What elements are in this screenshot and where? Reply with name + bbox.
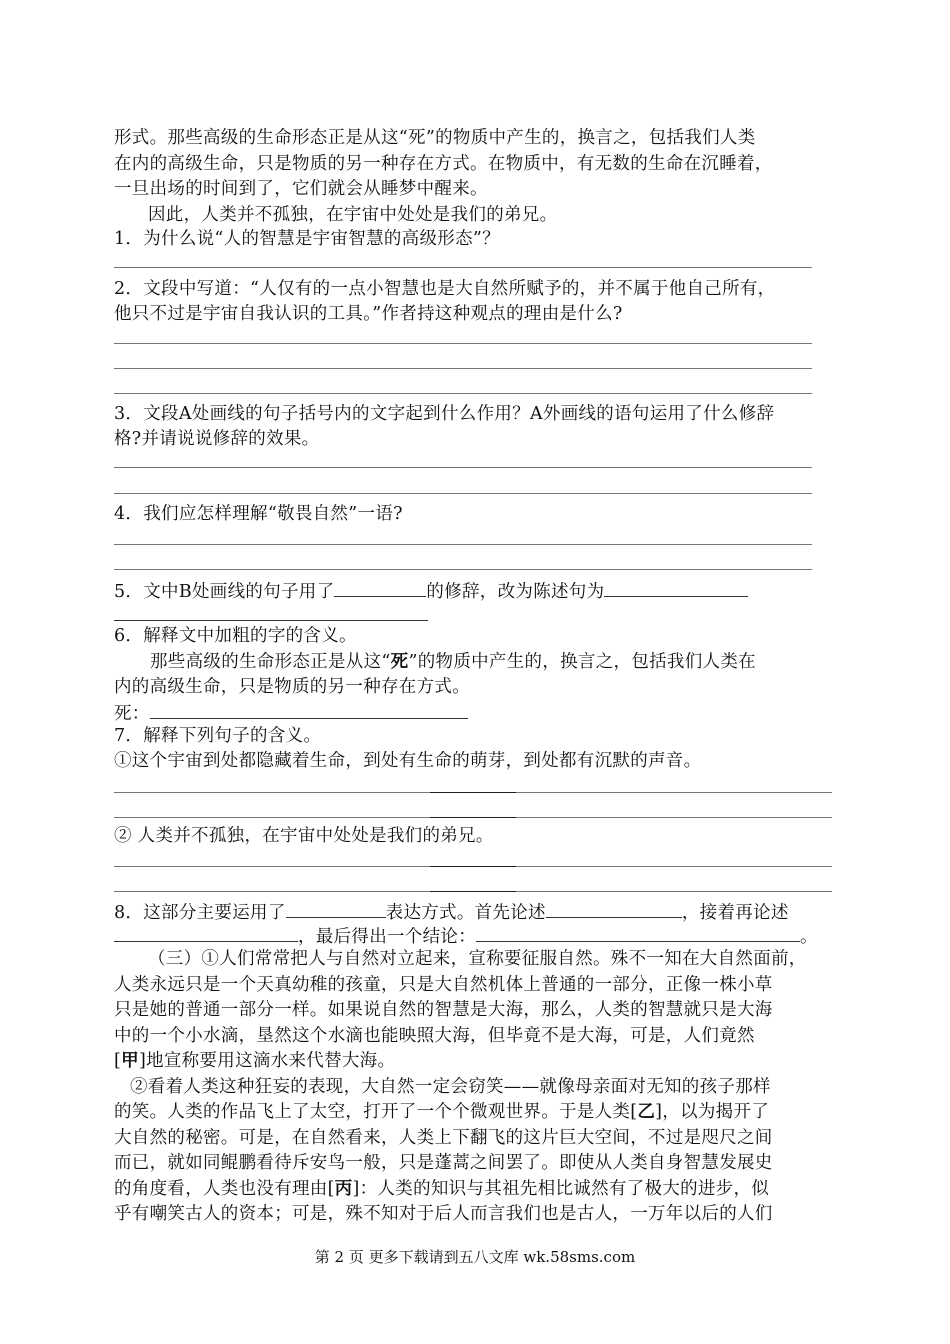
question-8-text: 8．这部分主要运用了 — [114, 903, 286, 923]
answer-line-segment — [430, 792, 516, 793]
passage-line: （三）①人们常常把人与自然对立起来，宣称要征服自然。殊不一知在大自然面前， — [148, 949, 807, 969]
answer-line[interactable] — [114, 267, 812, 268]
quote-text: ”的物质中产生的，换言之，包括我们人类在 — [408, 652, 756, 672]
question-1: 1．为什么说“人的智慧是宇宙智慧的高级形态”？ — [114, 229, 500, 249]
passage-text: ]：人类的知识与其祖先相比诚然有了极大的进步，似 — [352, 1179, 770, 1199]
passage-line: 中的一个小水滴，垦然这个水滴也能映照大海，但毕竟不是大海，可是，人们竟然 — [114, 1026, 755, 1046]
answer-line[interactable] — [114, 343, 812, 344]
question-8-text: 。 — [800, 927, 818, 947]
quote-line — [150, 650, 890, 674]
question-3: 3．文段A处画线的句子括号内的文字起到什么作用？A外画线的语句运用了什么修辞 — [114, 404, 775, 424]
question-8-cont — [114, 923, 854, 949]
passage-text: 的角度看，人类也没有理由[ — [114, 1179, 335, 1199]
question-4: 4．我们应怎样理解“敬畏自然”一语? — [114, 504, 403, 524]
passage-line — [114, 1177, 854, 1201]
passage-line: 乎有嘲笑古人的资本；可是，殊不知对于后人而言我们也是古人，一万年以后的人们 — [114, 1204, 773, 1224]
passage-line — [114, 1100, 854, 1124]
question-8 — [114, 899, 854, 925]
blank-marker-yi: 乙 — [637, 1102, 656, 1122]
blank-marker-bing: 丙 — [334, 1179, 353, 1199]
blank-rhetoric[interactable] — [334, 578, 426, 597]
question-5-text-b: 的修辞，改为陈述句为 — [426, 582, 605, 602]
answer-line[interactable] — [114, 493, 812, 494]
answer-label: 死： — [114, 704, 150, 724]
answer-line-segment — [430, 817, 516, 818]
quote-text: 那些高级的生命形态正是从这“ — [150, 652, 391, 672]
question-8-text: ，最后得出一个结论： — [298, 927, 476, 947]
answer-row — [114, 700, 854, 726]
passage-text: 的笑。人类的作品飞上了太空，打开了一个个微观世界。于是人类[ — [114, 1102, 638, 1122]
blank-conclusion[interactable] — [476, 923, 800, 942]
blank-expression[interactable] — [286, 899, 386, 918]
question-7: 7．解释下列句子的含义。 — [114, 726, 322, 746]
answer-line[interactable] — [114, 393, 812, 394]
answer-line[interactable] — [114, 620, 428, 621]
page-footer: 第 2 页 更多下载请到五八文库 wk.58sms.com — [314, 1248, 636, 1266]
question-5-text-a: 5．文中B处画线的句子用了 — [114, 582, 335, 602]
passage-line: 在内的高级生命，只是物质的另一种存在方式。在物质中，有无数的生命在沉睡着， — [114, 154, 773, 174]
answer-line[interactable] — [114, 569, 812, 570]
passage-line: 形式。那些高级的生命形态正是从这“死”的物质中产生的，换言之，包括我们人类 — [114, 128, 756, 148]
passage-line: 人类永远只是一个天真幼稚的孩童，只是大自然机体上普通的一部分，正像一株小草 — [114, 975, 773, 995]
question-8-text: ，接着再论述 — [681, 903, 789, 923]
blank-marker-jia: 甲 — [121, 1051, 139, 1071]
answer-line[interactable] — [114, 544, 812, 545]
passage-line: 只是她的普通一部分一样。如果说自然的智慧是大海，那么，人类的智慧就只是大海 — [114, 1000, 773, 1020]
passage-line: 大自然的秘密。可是，在自然看来，人类上下翻飞的这片巨大空间，不过是咫尺之间 — [114, 1128, 773, 1148]
question-5 — [114, 578, 854, 604]
question-2-cont: 他只不过是宇宙自我认识的工具。”作者持这种观点的理由是什么? — [114, 304, 623, 324]
blank-meaning[interactable] — [150, 700, 468, 719]
passage-text: [ — [114, 1051, 122, 1071]
passage-line: 一旦出场的时间到了，它们就会从睡梦中醒来。 — [114, 179, 488, 199]
answer-line[interactable] — [114, 368, 812, 369]
question-8-text: 表达方式。首先论述 — [385, 903, 546, 923]
bold-character: 死 — [390, 652, 409, 672]
question-6: 6．解释文中加粗的字的含义。 — [114, 626, 357, 646]
question-3-cont: 格?并请说说修辞的效果。 — [114, 429, 320, 449]
passage-line: 因此，人类并不孤独，在宇宙中处处是我们的弟兄。 — [148, 205, 558, 225]
question-7-item-2: ② 人类并不孤独，在宇宙中处处是我们的弟兄。 — [114, 826, 494, 846]
passage-text: ]，以为揭开了 — [655, 1102, 770, 1122]
blank-second-argument[interactable] — [114, 923, 298, 942]
quote-line: 内的高级生命，只是物质的另一种存在方式。 — [114, 677, 470, 697]
passage-text: ]地宣称要用这滴水来代替大海。 — [138, 1051, 396, 1071]
blank-first-argument[interactable] — [546, 899, 682, 918]
passage-line: ②看着人类这种狂妄的表现，大自然一定会窃笑——就像母亲面对无知的孩子那样 — [130, 1077, 771, 1097]
passage-line: 而已，就如同鲲鹏看待斥安鸟一般，只是蓬蒿之间罢了。即使从人类自身智慧发展史 — [114, 1153, 773, 1173]
question-7-item-1: ①这个宇宙到处都隐藏着生命，到处有生命的萌芽，到处都有沉默的声音。 — [114, 751, 702, 771]
answer-line-segment — [430, 891, 516, 892]
blank-declarative[interactable] — [604, 578, 748, 597]
answer-line-segment — [430, 866, 516, 867]
passage-line — [114, 1049, 854, 1073]
answer-line[interactable] — [114, 467, 812, 468]
question-2: 2．文段中写道：“人仅有的一点小智慧也是大自然所赋予的，并不属于他自己所有， — [114, 279, 776, 299]
